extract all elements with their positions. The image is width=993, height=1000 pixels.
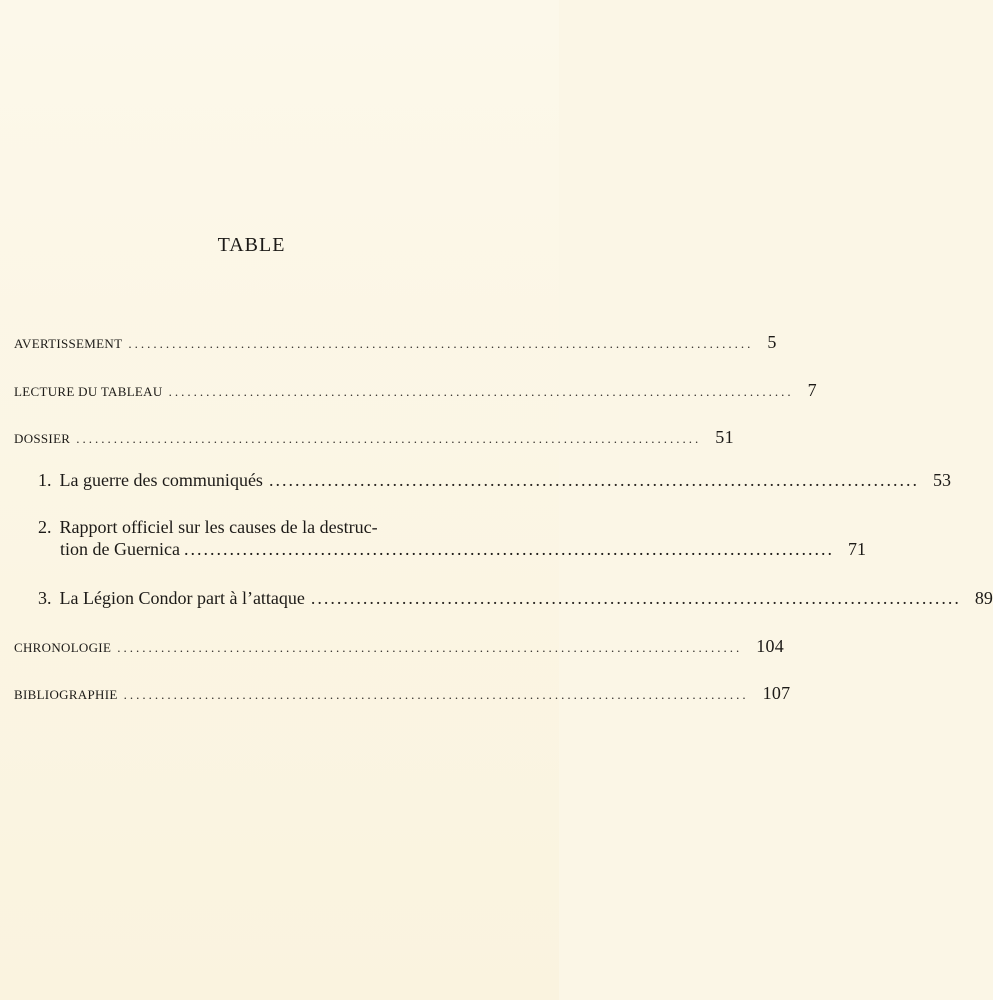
toc-entry-label: CHRONOLOGIE [14, 640, 112, 655]
toc-subentry-2 [38, 517, 866, 560]
dot-leader: .................................................................................................... [123, 687, 749, 702]
toc-entry-label: LECTURE DU TABLEAU [14, 384, 163, 399]
toc-subentry-number: 2. [38, 517, 52, 537]
dot-leader: .................................................................................................... [310, 588, 961, 608]
toc-entry-avertissement [14, 332, 777, 353]
dot-leader: .................................................................................................... [183, 539, 834, 559]
toc-page-number: 107 [762, 683, 791, 703]
toc-entry-dossier [14, 427, 734, 448]
toc-page-number: 104 [756, 636, 785, 656]
dot-leader: .................................................................................................... [117, 640, 743, 655]
dot-leader: .................................................................................................... [76, 431, 702, 446]
toc-entry-label: BIBLIOGRAPHIE [14, 687, 118, 702]
dot-leader: .................................................................................................... [128, 336, 754, 351]
toc-page-number: 89 [974, 588, 993, 608]
toc-entry-bibliographie [14, 683, 791, 704]
toc-entry-label-continued: tion de Guernica [60, 539, 180, 559]
dot-leader: .................................................................................................... [268, 470, 919, 490]
toc-entry-lecture-du-tableau [14, 380, 817, 401]
toc-page-number: 71 [847, 539, 866, 559]
toc-page-number: 51 [715, 427, 734, 447]
toc-page-number: 7 [807, 380, 817, 400]
toc-page-number: 5 [767, 332, 777, 352]
toc-subentry-number: 1. [38, 470, 52, 490]
toc-entry-label: La guerre des communiqués [59, 470, 263, 490]
toc-subentry-1 [38, 470, 951, 491]
toc-subentry-3 [38, 588, 993, 609]
page-title: TABLE [217, 234, 286, 256]
toc-entry-label: La Légion Condor part à l’attaque [59, 588, 305, 608]
toc-entry-chronologie [14, 636, 785, 657]
toc-entry-label: AVERTISSEMENT [14, 336, 123, 351]
toc-entry-label: DOSSIER [14, 431, 71, 446]
toc-page-number: 53 [932, 470, 951, 490]
toc-entry-label: Rapport officiel sur les causes de la destruc- [59, 517, 378, 537]
dot-leader: .................................................................................................... [168, 384, 794, 399]
toc-subentry-number: 3. [38, 588, 52, 608]
